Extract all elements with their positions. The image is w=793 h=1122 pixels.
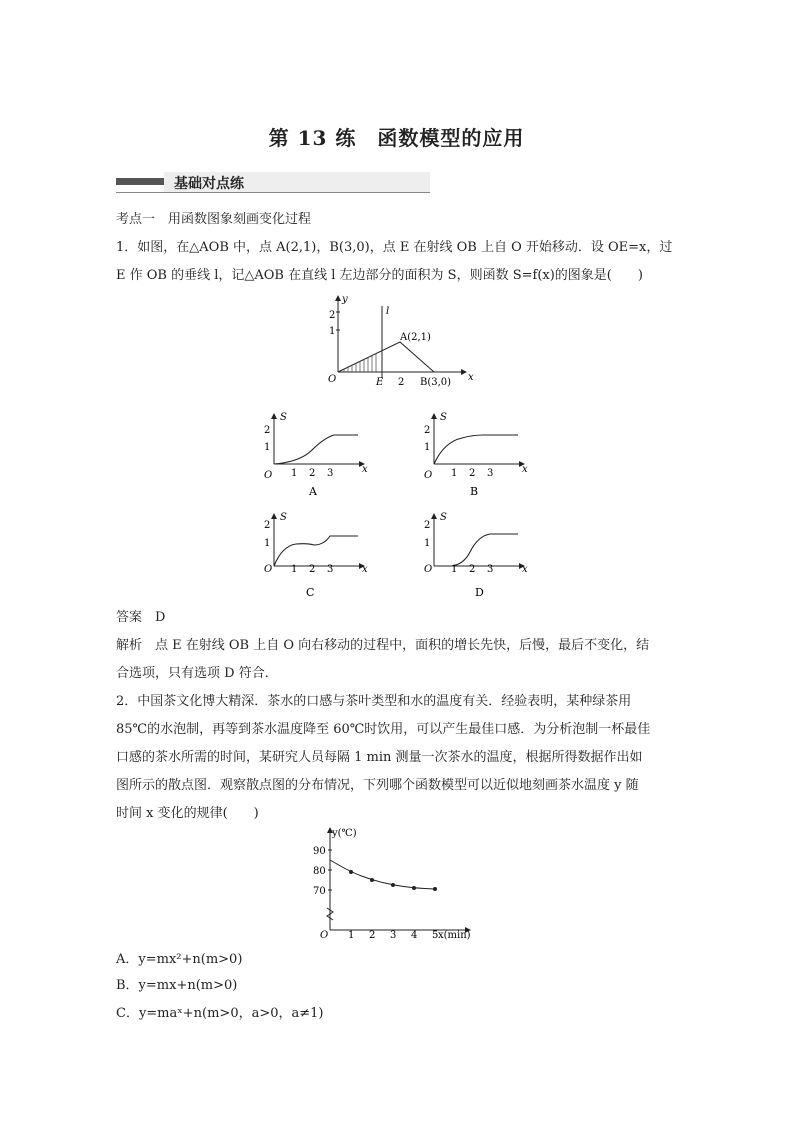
topic-heading: 考点一 用函数图象刻画变化过程 (116, 212, 312, 227)
fig-origin: O (328, 374, 337, 385)
option-a-xtick-3: 3 (327, 468, 334, 479)
curve-c (274, 536, 358, 566)
section-header (116, 172, 430, 194)
option-b-origin: O (424, 470, 433, 481)
option-b-s-label: S (440, 412, 447, 423)
fig-point-e: E (376, 377, 384, 388)
option-d-xtick-3: 3 (487, 564, 494, 575)
scatter-origin: O (320, 930, 329, 941)
scatter-x-label: x(min) (438, 930, 471, 941)
scatter-xtick: 5 (432, 930, 439, 941)
option-c-graph (258, 508, 378, 598)
option-a-caption: A (309, 485, 317, 498)
option-a-xtick-2: 2 (309, 468, 316, 479)
scatter-xtick: 3 (390, 930, 397, 941)
q2-text-line4: 图所示的散点图．观察散点图的分布情况，下列哪个函数模型可以近似地刻画茶水温度 y 随 (116, 778, 639, 793)
fig-ytick-2: 2 (329, 310, 336, 321)
scatter-point (433, 887, 437, 891)
option-d-s-label: S (440, 512, 447, 523)
q1-explain-line1: 解析 点 E 在射线 OB 上自 O 向右移动的过程中，面积的增长先快，后慢，最后不变化，结 (116, 638, 650, 653)
option-d-xtick-2: 2 (469, 564, 476, 575)
option-c-ytick-2: 2 (264, 520, 271, 531)
scatter-xtick: 1 (348, 930, 355, 941)
option-d-ytick-1: 1 (424, 538, 431, 549)
option-a-ytick-1: 1 (264, 442, 271, 453)
curve-b (434, 435, 518, 464)
option-c-xtick-1: 1 (291, 564, 298, 575)
option-c-caption: C (306, 586, 315, 598)
q1-answer: 答案 D (116, 610, 166, 625)
scatter-point (370, 878, 374, 882)
option-a-xtick-1: 1 (291, 468, 298, 479)
section-rule (116, 192, 430, 193)
option-b-xtick-1: 1 (451, 468, 458, 479)
q1-text-line2: E 作 OB 的垂线 l，记△AOB 在直线 l 左边部分的面积为 S，则函数 S=f(x)的图象是( ) (116, 268, 643, 283)
option-b-ytick-1: 1 (424, 442, 431, 453)
fig-line-label: l (386, 306, 390, 317)
option-d-graph (418, 508, 538, 598)
option-c-xtick-3: 3 (327, 564, 334, 575)
q2-option-a: A．y=mx²+n(m>0) (116, 952, 243, 967)
option-a-graph (258, 410, 378, 500)
option-d-caption: D (475, 586, 484, 598)
option-c-origin: O (264, 564, 273, 575)
fig-point-a: A(2,1) (400, 332, 431, 343)
option-c-xtick-2: 2 (309, 564, 316, 575)
scatter-xtick: 2 (369, 930, 376, 941)
scatter-point (349, 870, 353, 874)
fig-x-label: x (468, 372, 474, 383)
option-b-ytick-2: 2 (424, 425, 431, 436)
curve-a (274, 435, 358, 464)
option-d-origin: O (424, 564, 433, 575)
fig-ytick-1: 1 (329, 326, 336, 337)
option-a-s-label: S (280, 412, 287, 423)
option-a-ytick-2: 2 (264, 425, 271, 436)
section-label: 基础对点练 (174, 176, 244, 192)
scatter-ytick: 90 (313, 846, 326, 857)
option-b-xtick-2: 2 (469, 468, 476, 479)
fig-y-label: y (342, 294, 348, 305)
triangle-aob (338, 342, 434, 372)
option-c-x-label: x (362, 564, 368, 575)
q2-scatter-chart (310, 822, 485, 944)
option-d-x-label: x (522, 564, 528, 575)
scatter-ytick: 70 (313, 886, 326, 897)
scatter-point (412, 886, 416, 890)
q2-option-b: B．y=mx+n(m>0) (116, 978, 238, 993)
scatter-y-label: y(℃) (332, 828, 357, 839)
option-d-xtick-1: 1 (451, 564, 458, 575)
axis-break-icon (327, 908, 333, 920)
fig-point-b: B(3,0) (420, 377, 452, 388)
option-b-graph (418, 410, 538, 500)
q1-main-figure (320, 292, 480, 392)
option-c-s-label: S (280, 512, 287, 523)
q2-text-line5: 时间 x 变化的规律( ) (116, 806, 259, 821)
curve-d (434, 534, 518, 566)
q2-text-line2: 85℃的水泡制，再等到茶水温度降至 60℃时饮用，可以产生最佳口感．为分析泡制一杯最佳 (116, 722, 651, 737)
q1-explain-line2: 合选项，只有选项 D 符合． (116, 666, 278, 681)
page-title: 第 13 练 函数模型的应用 (268, 126, 525, 150)
option-a-x-label: x (362, 464, 368, 475)
scatter-trend-curve (330, 860, 435, 889)
fig-xtick-2: 2 (398, 377, 405, 388)
option-b-x-label: x (522, 464, 528, 475)
q2-option-c: C．y=maˣ+n(m>0，a>0，a≠1) (116, 1006, 324, 1021)
option-a-origin: O (264, 470, 273, 481)
q2-text-line1: 2．中国茶文化博大精深．茶水的口感与茶叶类型和水的温度有关．经验表明，某种绿茶用 (116, 694, 632, 709)
option-b-caption: B (470, 485, 479, 498)
scatter-xtick: 4 (411, 930, 418, 941)
option-c-ytick-1: 1 (264, 538, 271, 549)
option-d-ytick-2: 2 (424, 520, 431, 531)
q1-text-line1: 1．如图，在△AOB 中，点 A(2,1)，B(3,0)，点 E 在射线 OB 上自 O 开始移动．设 OE=x，过 (116, 240, 673, 255)
q2-text-line3: 口感的茶水所需的时间，某研究人员每隔 1 min 测量一次茶水的温度，根据所得数据作出如 (116, 750, 643, 765)
scatter-ytick: 80 (313, 866, 326, 877)
section-marker (116, 178, 164, 185)
shaded-region (344, 352, 376, 372)
option-b-xtick-3: 3 (487, 468, 494, 479)
scatter-point (391, 883, 395, 887)
